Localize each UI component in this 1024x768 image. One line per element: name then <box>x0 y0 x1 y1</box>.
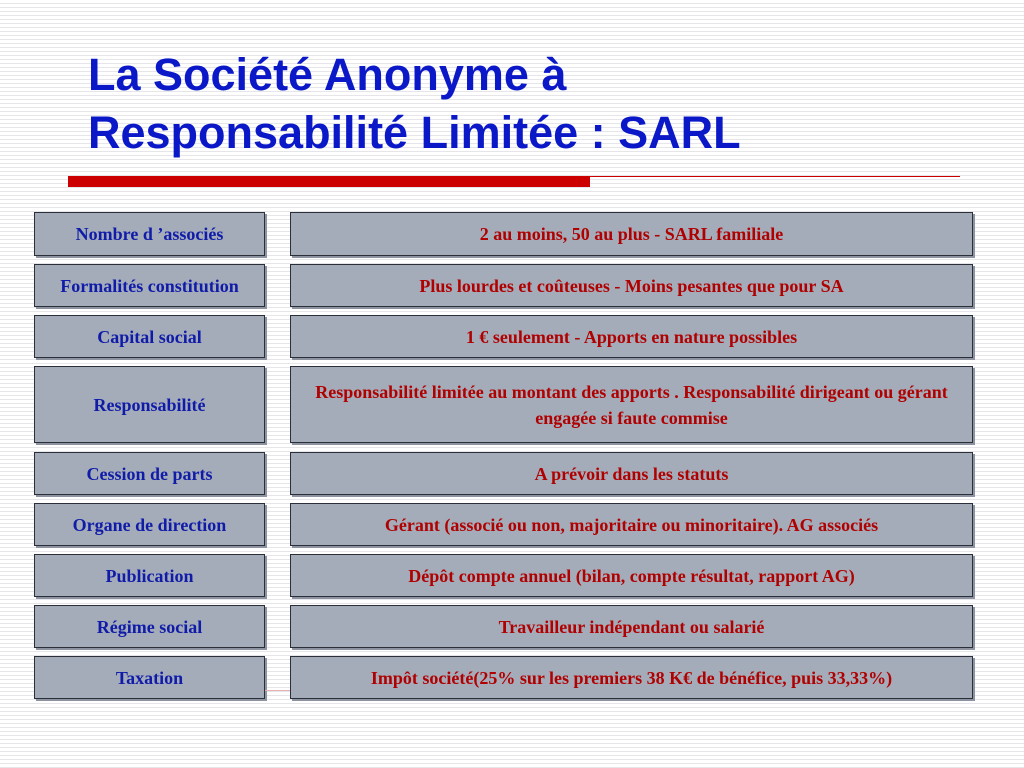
row-label: Organe de direction <box>34 503 265 546</box>
title-underline-thick <box>68 176 590 187</box>
row-value: 2 au moins, 50 au plus - SARL familiale <box>290 212 973 256</box>
row-value: 1 € seulement - Apports en nature possibles <box>290 315 973 358</box>
row-value: Gérant (associé ou non, majoritaire ou minoritaire). AG associés <box>290 503 973 546</box>
table-row <box>0 366 1024 443</box>
table-row <box>0 554 1024 597</box>
row-value: Plus lourdes et coûteuses - Moins pesantes que pour SA <box>290 264 973 307</box>
table-row <box>0 605 1024 648</box>
row-label: Nombre d ’associés <box>34 212 265 256</box>
row-label: Taxation <box>34 656 265 699</box>
table-row <box>0 452 1024 495</box>
slide-title-line-1: La Société Anonyme à <box>88 49 567 100</box>
slide-title <box>88 46 988 162</box>
table-row <box>0 212 1024 256</box>
row-value: Travailleur indépendant ou salarié <box>290 605 973 648</box>
row-label: Cession de parts <box>34 452 265 495</box>
decorative-divider <box>265 690 290 691</box>
row-value: Dépôt compte annuel (bilan, compte résultat, rapport AG) <box>290 554 973 597</box>
title-underline-thin <box>590 176 960 177</box>
table-row <box>0 656 1024 699</box>
slide-title-line-2: Responsabilité Limitée : SARL <box>88 107 741 158</box>
row-value: Responsabilité limitée au montant des apports . Responsabilité dirigeant ou gérant engagée si faute commise <box>290 366 973 443</box>
row-label: Formalités constitution <box>34 264 265 307</box>
row-label: Capital social <box>34 315 265 358</box>
table-row <box>0 264 1024 307</box>
table-row <box>0 315 1024 358</box>
row-value: A prévoir dans les statuts <box>290 452 973 495</box>
row-label: Responsabilité <box>34 366 265 443</box>
row-label: Publication <box>34 554 265 597</box>
row-value: Impôt société(25% sur les premiers 38 K€ de bénéfice, puis 33,33%) <box>290 656 973 699</box>
row-label: Régime social <box>34 605 265 648</box>
table-row <box>0 503 1024 546</box>
